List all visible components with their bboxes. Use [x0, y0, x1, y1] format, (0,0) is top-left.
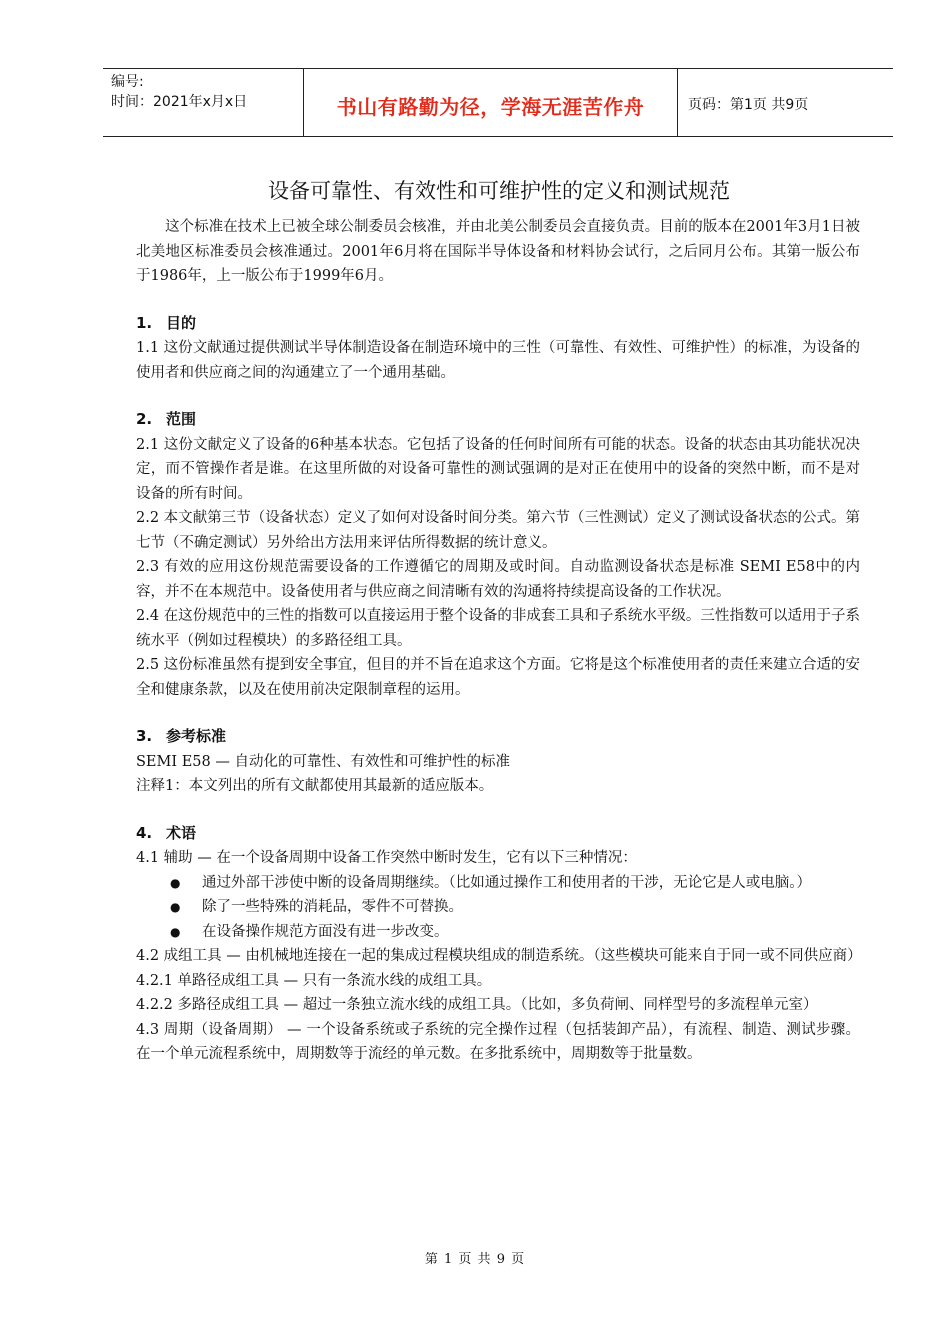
list-item-text: 除了一些特殊的消耗品，零件不可替换。: [202, 899, 463, 915]
section-heading: [136, 821, 860, 846]
section-number: 3.: [136, 727, 153, 745]
paragraph: 4.1 辅助 — 在一个设备周期中设备工作突然中断时发生，它有以下三种情况：: [136, 850, 637, 866]
document-title: 设备可靠性、有效性和可维护性的定义和测试规范: [268, 179, 730, 203]
header-motto-cell: [304, 69, 678, 136]
section-number: 4.: [136, 823, 153, 842]
section-number: 1.: [136, 313, 153, 332]
section-heading: [136, 311, 860, 336]
section-number: 2.: [136, 410, 153, 428]
paragraph: 1.1 这份文献通过提供测试半导体制造设备在制造环境中的三性（可靠性、有效性、可维护性）的标准，为设备的使用者和供应商之间的沟通建立了一个通用基础。: [136, 340, 860, 381]
number-label: 编号:: [111, 74, 144, 90]
paragraph: 4.2.1 单路径成组工具 — 只有一条流水线的成组工具。: [136, 972, 492, 989]
paragraph: 2.2 本文献第三节（设备状态）定义了如何对设备时间分类。第六节（三性测试）定义了测试设备状态的公式。第七节（不确定测试）另外给出方法用来评估所得数据的统计意义。: [136, 510, 860, 551]
intro-paragraph: 这个标准在技术上已被全球公制委员会核准，并由北美公制委员会直接负责。目前的版本在2001年3月1日被北美地区标准委员会核准通过。2001年6月将在国际半导体设备和材料协会试行，之后同月公布。其第一版公布于1986年，上一版公布于1999年6月。: [136, 219, 860, 284]
paragraph: 4.2 成组工具 — 由机械地连接在一起的集成过程模块组成的制造系统。（这些模块可能来自于同一或不同供应商）: [136, 948, 862, 964]
header-info-cell: [103, 69, 304, 136]
section-heading: [136, 724, 860, 749]
header-table: [103, 68, 893, 137]
list-item: [136, 920, 860, 945]
paragraph: 注释1：本文列出的所有文献都使用其最新的适应版本。: [136, 778, 494, 794]
page-footer: 第 1 页 共 9 页: [424, 1252, 526, 1267]
section-heading: [136, 407, 860, 432]
motto: 书山有路勤为径，学海无涯苦作舟: [336, 95, 645, 119]
document-body: [136, 215, 860, 1067]
list-item-text: 通过外部干涉使中断的设备周期继续。（比如通过操作工和使用者的干涉，无论它是人或电脑。）: [202, 874, 811, 891]
section-title: 术语: [166, 823, 197, 842]
paragraph: 4.3 周期（设备周期） — 一个设备系统或子系统的完全操作过程（包括装卸产品），有流程、制造、测试步骤。在一个单元流程系统中，周期数等于流经的单元数。在多批系统中，周期数等于批量数。: [136, 1021, 860, 1062]
bullet-icon: ●: [170, 900, 181, 914]
paragraph: 2.5 这份标准虽然有提到安全事宜，但目的并不旨在追求这个方面。它将是这个标准使用者的责任来建立合适的安全和健康条款，以及在使用前决定限制章程的运用。: [136, 657, 860, 698]
bullet-icon: ●: [170, 875, 181, 890]
section-title: 参考标准: [166, 727, 227, 745]
section-title: 目的: [166, 313, 197, 332]
list-item: [136, 871, 860, 896]
list-item: [136, 895, 860, 920]
page-info: 页码：第1页 共9页: [688, 97, 809, 113]
section-title: 范围: [166, 410, 197, 428]
paragraph: 2.4 在这份规范中的三性的指数可以直接运用于整个设备的非成套工具和子系统水平级。三性指数可以适用于子系统水平（例如过程模块）的多路径组工具。: [136, 608, 860, 649]
time-label: 时间：2021年x月x日: [111, 94, 248, 110]
bullet-list: [136, 871, 860, 945]
paragraph: 4.2.2 多路径成组工具 — 超过一条独立流水线的成组工具。（比如，多负荷闸、同样型号的多流程单元室）: [136, 997, 818, 1013]
bullet-icon: ●: [170, 924, 181, 939]
paragraph: 2.3 有效的应用这份规范需要设备的工作遵循它的周期及或时间。自动监测设备状态是标准 SEMI E58中的内容，并不在本规范中。设备使用者与供应商之间清晰有效的沟通将持续提高设备的工作状况。: [136, 559, 860, 600]
paragraph: 2.1 这份文献定义了设备的6种基本状态。它包括了设备的任何时间所有可能的状态。设备的状态由其功能状况决定，而不管操作者是谁。在这里所做的对设备可靠性的测试强调的是对正在使用中的设备的突然中断，而不是对设备的所有时间。: [136, 436, 860, 502]
paragraph: SEMI E58 — 自动化的可靠性、有效性和可维护性的标准: [136, 753, 510, 770]
header-page-cell: [678, 69, 893, 136]
list-item-text: 在设备操作规范方面没有进一步改变。: [202, 923, 449, 940]
